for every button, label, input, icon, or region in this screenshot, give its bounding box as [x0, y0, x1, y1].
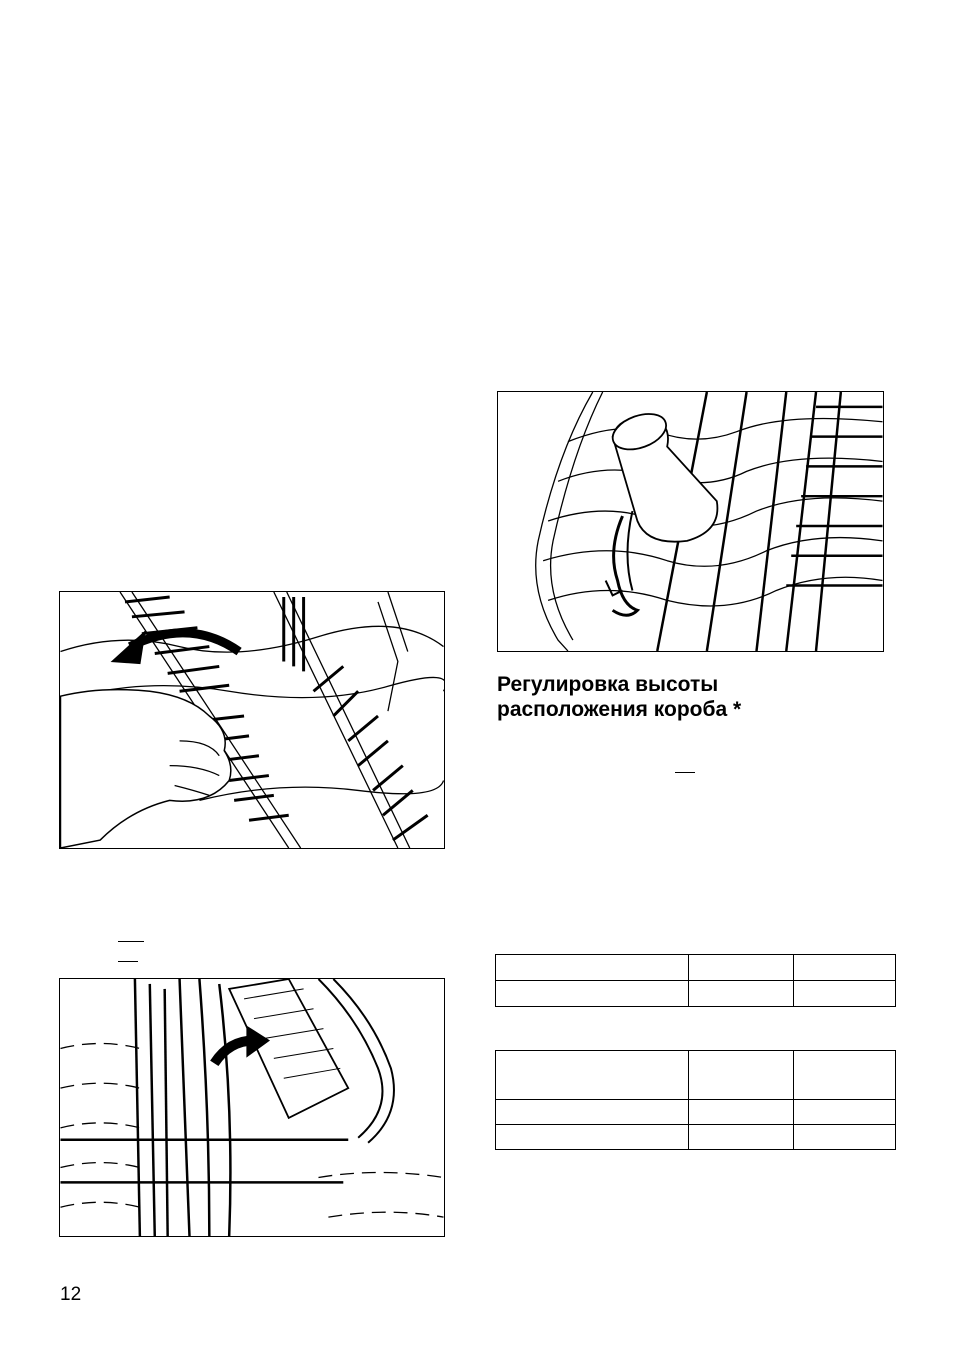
- glass-holder-icon: [498, 392, 883, 651]
- table-cell: [793, 1125, 896, 1150]
- table-cell: [496, 1051, 689, 1100]
- table-cell: [496, 1100, 689, 1125]
- table-cell: [689, 1125, 793, 1150]
- rack-fold-illustration: [59, 591, 445, 849]
- table-cell: [793, 1051, 896, 1100]
- heading-line-2: расположения короба *: [497, 698, 742, 721]
- table-cell: [689, 1100, 793, 1125]
- rule-mark: [118, 961, 138, 962]
- rule-mark: [675, 772, 695, 773]
- basket-height-table-1: [495, 954, 896, 1007]
- table-cell: [689, 955, 793, 981]
- table-cell: [793, 1100, 896, 1125]
- basket-height-table-2: [495, 1050, 896, 1150]
- table-row: [496, 1125, 896, 1150]
- table-cell: [793, 955, 896, 981]
- knife-shelf-illustration: [59, 978, 445, 1237]
- glass-holder-illustration: [497, 391, 884, 652]
- table-cell: [496, 1125, 689, 1150]
- table-cell: [689, 981, 793, 1007]
- table-row: [496, 1051, 896, 1100]
- cutlery-shelf-icon: [60, 979, 444, 1236]
- table-cell: [496, 981, 689, 1007]
- table-row: [496, 1100, 896, 1125]
- section-heading: [497, 672, 877, 722]
- rule-mark: [118, 941, 144, 942]
- table-cell: [496, 955, 689, 981]
- table-cell: [689, 1051, 793, 1100]
- table-row: [496, 981, 896, 1007]
- table-cell: [793, 981, 896, 1007]
- rack-fold-icon: [60, 592, 444, 848]
- heading-line-1: Регулировка высоты: [497, 673, 719, 696]
- page-number: 12: [60, 1284, 82, 1305]
- table-row: [496, 955, 896, 981]
